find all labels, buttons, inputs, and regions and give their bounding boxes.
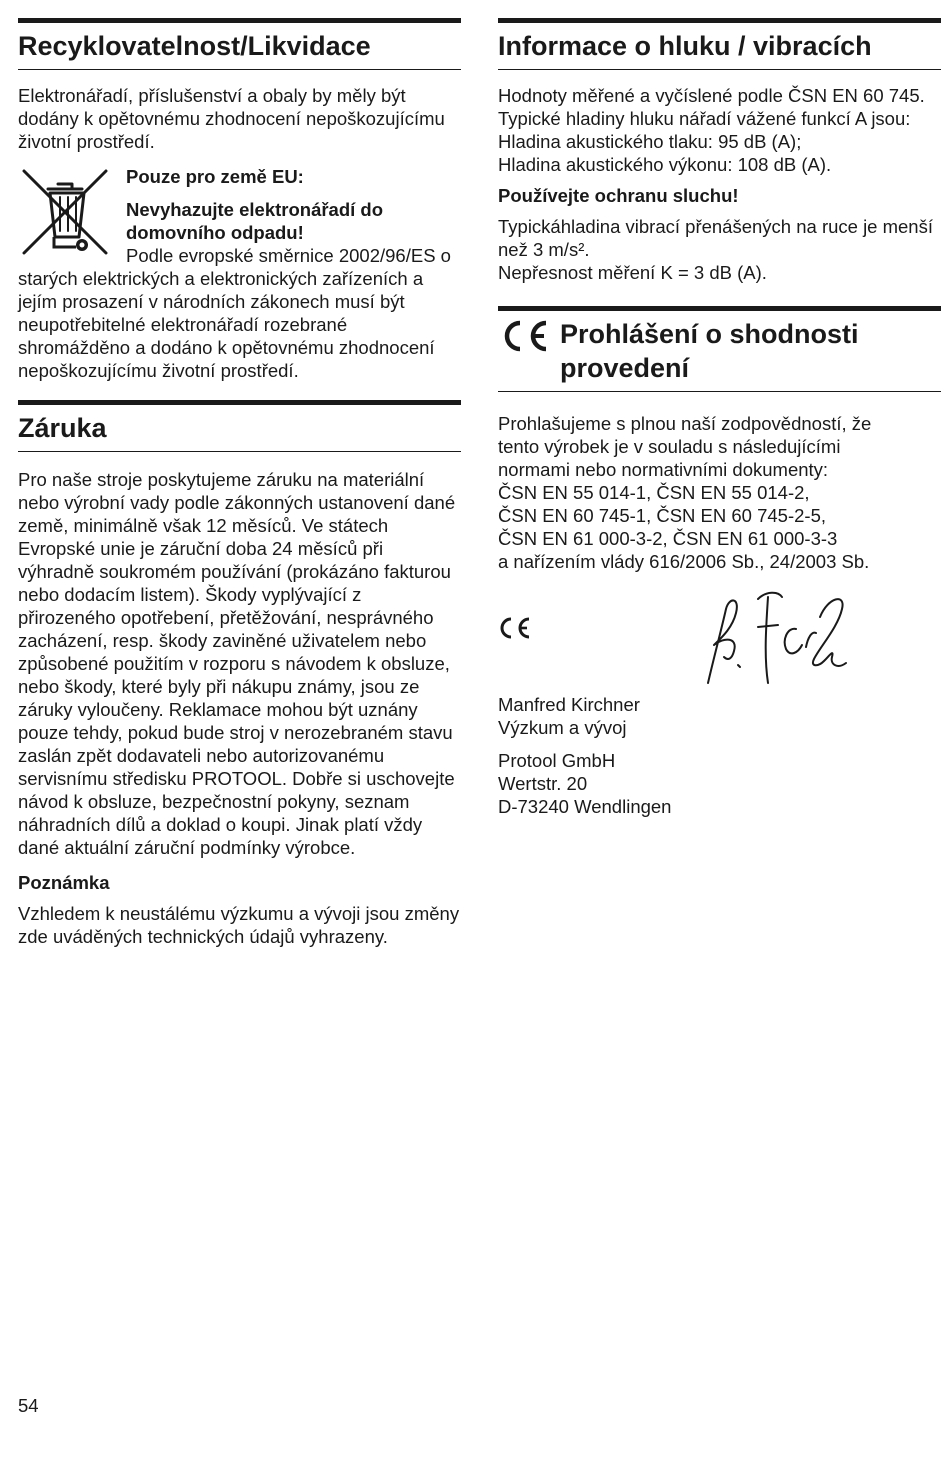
ce-mark-icon: [498, 319, 550, 353]
directive-text: Podle evropské směrnice 2002/96/ES o starých elektrických a elektronických zařízeních a jejím prosazení v národních zákonech musí být neupotřebitelné elektronářadí rozebrané shromážděno a dodáno k opětovnému zhodnocení nepoškozujícímu životní prostředí.: [18, 245, 451, 381]
warranty-title: Záruka: [18, 413, 107, 443]
noise-measured-text: Hodnoty měřené a vyčíslené podle ČSN EN 60 745. Typické hladiny hluku nářadí vážené funkcí A jsou:: [498, 85, 925, 129]
conformity-line: Prohlašujeme s plnou naší zodpovědností, že: [498, 413, 872, 434]
conformity-line: normami nebo normativními dokumenty:: [498, 459, 829, 480]
crossed-out-wheelie-bin-icon: [20, 167, 110, 257]
company-street: Wertstr. 20: [498, 773, 588, 794]
ear-protection-warning: Používejte ochranu sluchu!: [498, 185, 739, 206]
page-number: 54: [18, 1395, 39, 1416]
signer-role: Výzkum a vývoj: [498, 717, 627, 738]
vibration-text: Typickáhladina vibrací přenášených na ruce je menší než 3 m/s².: [498, 216, 933, 260]
warranty-heading: [18, 400, 461, 452]
no-household-warning: Nevyhazujte elektronářadí do domovního odpadu!: [126, 199, 384, 243]
conformity-line: ČSN EN 61 000-3-2, ČSN EN 61 000-3-3: [498, 528, 838, 549]
company-city: D-73240 Wendlingen: [498, 796, 672, 817]
recycling-heading: [18, 18, 461, 70]
noise-heading: [498, 18, 941, 70]
noise-power: Hladina akustického výkonu: 108 dB (A).: [498, 154, 832, 175]
note-title: Poznámka: [18, 872, 110, 893]
signature-area: [498, 595, 941, 693]
warranty-text: Pro naše stroje poskytujeme záruku na materiální nebo výrobní vady podle zákonných ustanovení dané země, minimálně však 12 měsíců. Ve státech Evropské unie je záruční doba 24 měsíců při výhradně soukromém používání (prokázáno fakturou nebo dodacím listem). Škody vyplývající z přirozeného opotřebení, přetěžování, nesprávného zacházení, resp. škody zaviněné uživatelem nebo způsobené použitím v rozporu s návodem k obsluze, nebo škody, které byly při nákupu známy, jsou ze záruky vyloučeny. Reklamace mohou být uznány pouze tehdy, pokud bude stroj v nerozebraném stavu zaslán zpět dodavateli nebo autorizovanému servisnímu středisku PROTOOL. Dobře si uschovejte návod k obsluze, bezpečnostní pokyny, seznam náhradních dílů a doklad o koupi. Jinak platí vždy dané aktuální záruční podmínky výrobce.: [18, 469, 456, 858]
ce-mark-small-icon: [498, 615, 532, 641]
signer-name: Manfred Kirchner: [498, 694, 640, 715]
conformity-line: tento výrobek je v souladu s následujícími: [498, 436, 841, 457]
conformity-title: Prohlášení o shodnosti provedení: [560, 319, 859, 383]
uncertainty-text: Nepřesnost měření K = 3 dB (A).: [498, 262, 767, 283]
recycling-intro: Elektronářadí, příslušenství a obaly by měly být dodány k opětovnému zhodnocení nepoškozujícímu životní prostředí.: [18, 85, 445, 152]
noise-measured: [498, 84, 941, 130]
handwritten-signature: [694, 587, 856, 691]
conformity-line: ČSN EN 60 745-1, ČSN EN 60 745-2-5,: [498, 505, 827, 526]
eu-only-label: Pouze pro země EU:: [126, 166, 304, 187]
company-name: Protool GmbH: [498, 750, 616, 771]
conformity-heading: [498, 306, 941, 392]
noise-title: Informace o hluku / vibracích: [498, 31, 872, 61]
conformity-statement: [498, 412, 941, 573]
right-column: [498, 18, 941, 818]
noise-pressure: Hladina akustického tlaku: 95 dB (A);: [498, 131, 802, 152]
note-text: Vzhledem k neustálému výzkumu a vývoji jsou změny zde uváděných technických údajů vyhrazeny.: [18, 903, 460, 947]
conformity-line: ČSN EN 55 014-1, ČSN EN 55 014-2,: [498, 482, 810, 503]
conformity-line: a nařízením vlády 616/2006 Sb., 24/2003 Sb.: [498, 551, 870, 572]
left-column: [18, 18, 461, 956]
recycling-title: Recyklovatelnost/Likvidace: [18, 31, 371, 61]
weee-block: [18, 165, 461, 382]
